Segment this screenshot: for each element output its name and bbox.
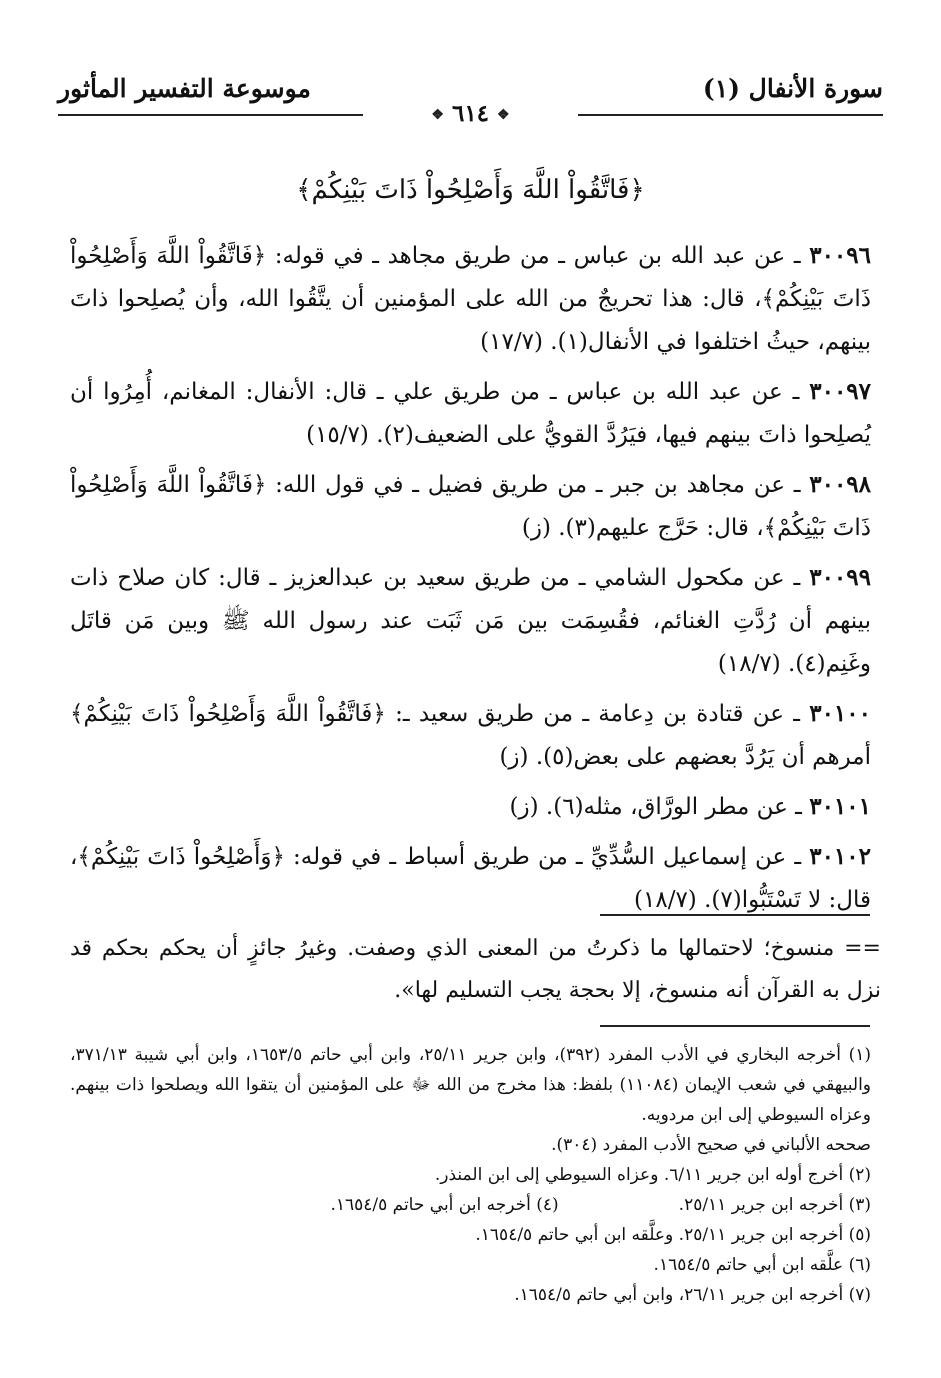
narration-reference: (ز) xyxy=(521,515,551,541)
narration-entry xyxy=(70,785,871,829)
narration-number: ٣٠١٠٠ xyxy=(809,700,871,727)
narration-entry xyxy=(70,234,871,364)
narration-reference: (ز) xyxy=(499,744,529,770)
narration-entry xyxy=(70,370,871,457)
footnote: (٣) أخرجه ابن جرير ٢٥/١١. xyxy=(678,1195,871,1215)
footnote: (٧) أخرجه ابن جرير ٢٦/١١، وابن أبي حاتم ١٦٥٤/٥. xyxy=(514,1285,871,1305)
narration-reference: (١٨/٧) xyxy=(717,651,781,677)
narration-reference: (ز) xyxy=(509,794,539,820)
narration-entry xyxy=(70,556,871,686)
narration-entry xyxy=(70,463,871,550)
narration-reference: (١٥/٧) xyxy=(306,422,369,448)
footnote-pair xyxy=(70,1190,871,1220)
narration-text: ـ عن مجاهد بن جبر ـ من طريق فضيل ـ في قول الله: ﴿فَاتَّقُواْ اللَّهَ وَأَصْلِحُواْ ذَاتَ بَيْنِكُمْ﴾، قال: حَرَّج عليهم(٣). xyxy=(70,472,871,541)
narration-number: ٣٠٠٩٧ xyxy=(809,378,872,405)
ayah-heading: ﴿فَاتَّقُواْ اللَّهَ وَأَصْلِحُواْ ذَاتَ بَيْنِكُمْ﴾ xyxy=(296,175,645,205)
footnote: (٦) علَّقه ابن أبي حاتم ١٦٥٤/٥. xyxy=(653,1255,871,1275)
narration-number: ٣٠١٠١ xyxy=(809,793,871,820)
narration-text: ـ عن قتادة بن دِعامة ـ من طريق سعيد ـ: ﴿فَاتَّقُواْ اللَّهَ وَأَصْلِحُواْ ذَاتَ بَيْنِكُمْ﴾ أمرهم أن يَرُدَّ بعضهم على بعض(٥). xyxy=(70,701,871,770)
narration-entry xyxy=(70,692,871,779)
separator-rule xyxy=(600,914,870,916)
book-title: موسوعة التفسير المأثور xyxy=(58,74,311,103)
page-number-text: ٦١٤ xyxy=(451,100,490,127)
narration-number: ٣٠٠٩٨ xyxy=(809,471,872,498)
narration-number: ٣٠١٠٢ xyxy=(809,843,871,870)
footnote-rule xyxy=(600,1025,870,1027)
continued-note: == منسوخ؛ لاحتمالها ما ذكرتُ من المعنى الذي وصفت. وغيرُ جائزٍ أن يحكم بحكم قد نزل به القرآن أنه منسوخ، إلا بحجة يجب التسليم لها». xyxy=(70,936,881,1003)
narration-entry xyxy=(70,835,871,922)
footnote: (٢) أخرج أوله ابن جرير ٦/١١. وعزاه السيوطي إلى ابن المنذر. xyxy=(434,1165,871,1185)
narration-text: ـ عن مطر الورَّاق، مثله(٦). xyxy=(545,794,802,820)
ornament-icon: ❖ xyxy=(497,107,510,123)
footnote: (٤) أخرجه ابن أبي حاتم ١٦٥٤/٥. xyxy=(330,1195,559,1215)
surah-title: سورة الأنفال (١) xyxy=(702,74,883,103)
narration-text: ـ عن إسماعيل السُّدِّيِّ ـ من طريق أسباط ـ في قوله: ﴿وَأَصْلِحُواْ ذَاتَ بَيْنِكُمْ﴾، قال: لا تَسْتَبُّوا(٧). xyxy=(70,844,871,913)
page-header xyxy=(58,70,883,130)
footnote: صححه الألباني في صحيح الأدب المفرد (٣٠٤). xyxy=(551,1135,871,1155)
footnotes xyxy=(70,1040,871,1310)
main-text xyxy=(70,170,871,928)
narration-text: ـ عن عبد الله بن عباس ـ من طريق مجاهد ـ في قوله: ﴿فَاتَّقُواْ اللَّهَ وَأَصْلِحُواْ ذَاتَ بَيْنِكُمْ﴾، قال: هذا تحريجٌ من الله على المؤمنين أن يتَّقُوا الله، وأن يُصلِحوا ذاتَ بينهم، حيثُ اختلفوا في الأنفال(١). xyxy=(70,243,871,355)
footnote: (٥) أخرجه ابن جرير ٢٥/١١. وعلَّقه ابن أبي حاتم ١٦٥٤/٥. xyxy=(475,1225,871,1245)
narration-number: ٣٠٠٩٩ xyxy=(809,564,871,591)
narration-number: ٣٠٠٩٦ xyxy=(809,242,871,269)
narration-text: ـ عن عبد الله بن عباس ـ من طريق علي ـ قال: الأنفال: المغانم، أُمِرُوا أن يُصلِحوا ذاتَ بينهم فيها، فيَرُدَّ القويُّ على الضعيف(٢). xyxy=(70,379,871,448)
narration-text: ـ عن مكحول الشامي ـ من طريق سعيد بن عبدالعزيز ـ قال: كان صلاح ذات بينهم أن رُدَّتِ الغنائم، فقُسِمَت بين مَن ثَبَت عند رسول الله ﷺ وبين مَن قاتَل وغَنِم(٤). xyxy=(70,565,871,677)
page-number xyxy=(58,100,883,127)
narration-reference: (١٨/٧) xyxy=(634,887,697,913)
footnote: (١) أخرجه البخاري في الأدب المفرد (٣٩٢)، وابن جرير ٢٥/١١، وابن أبي حاتم ١٦٥٣/٥، وابن أبي شيبة ٣٧١/١٣، والبيهقي في شعب الإيمان (١١٠٨٤) بلفظ: هذا مخرج من الله ﷻ على المؤمنين أن يتقوا الله ويصلحوا ذات بينهم. وعزاه السيوطي إلى ابن مردويه. xyxy=(70,1045,872,1125)
ornament-icon: ❖ xyxy=(431,107,444,123)
narration-reference: (١٧/٧) xyxy=(480,329,543,355)
